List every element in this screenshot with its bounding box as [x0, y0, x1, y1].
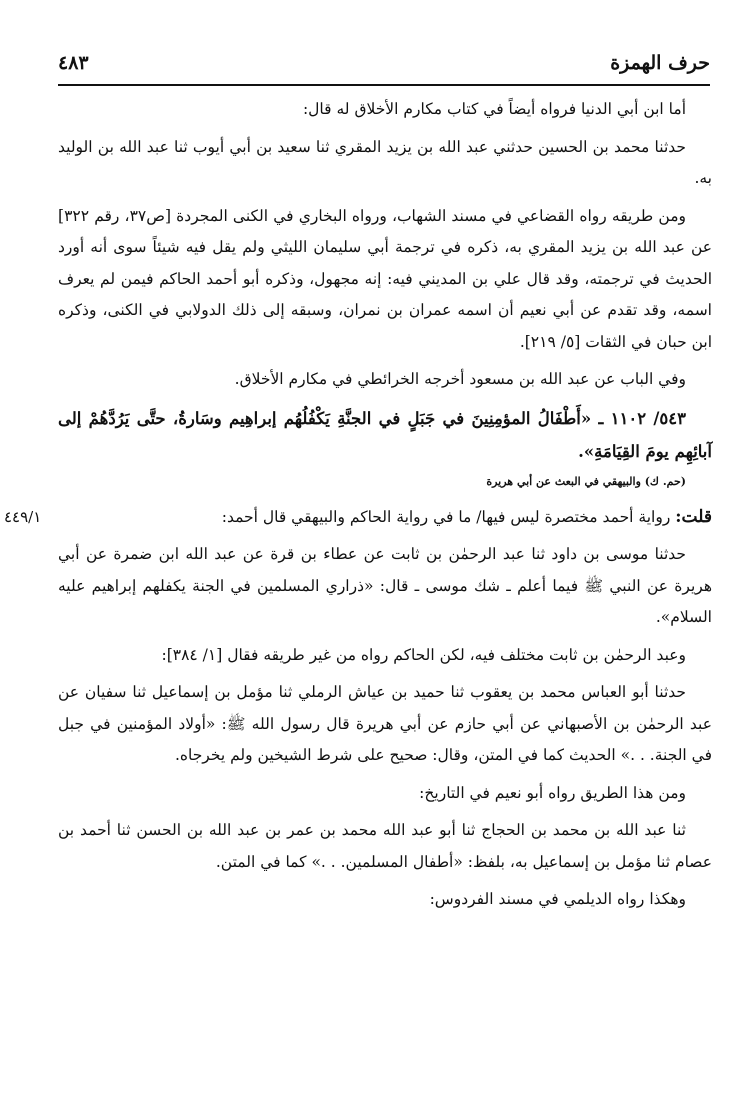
- paragraph: ومن هذا الطريق رواه أبو نعيم في التاريخ:: [419, 783, 686, 802]
- hadith-source: (حم. ك) والبيهقي في البعث عن أبي هريرة: [486, 474, 686, 488]
- qultu-label: قلت:: [675, 506, 712, 527]
- qultu-paragraph: [4, 502, 712, 534]
- page-number: ٤٨٣: [58, 52, 89, 74]
- paragraph: حدثنا محمد بن الحسين حدثني عبد الله بن يزيد المقري ثنا سعيد بن أبي أيوب ثنا عبد الله بن الوليد به.: [58, 137, 712, 187]
- paragraph: ومن طريقه رواه القضاعي في مسند الشهاب، ورواه البخاري في الكنى المجردة [ص٣٧، رقم ٣٢٢] عن عبد الله بن يزيد المقري به، ذكره في ترجمة أبي سليمان الليثي ولم يقل فيه شيئاً سوى أنه أورد الحديث في ترجمته، وقد قال علي بن المديني فيه: إنه مجهول، وذكره أبو أحمد الحاكم فيمن لم يعرف اسمه، وقد تقدم عن أبي نعيم أن اسمه عمران بن نمران، وسبقه إلى ذلك الدولابي في الكنى، وذكره ابن حبان في الثقات [٥/ ٢١٩].: [58, 206, 712, 351]
- hadith-number: ٥٤٣/ ١١٠٢ ـ: [598, 408, 686, 428]
- running-title: حرف الهمزة: [610, 52, 710, 74]
- hadith-entry: [58, 402, 712, 468]
- paragraph: وهكذا رواه الديلمي في مسند الفردوس:: [429, 890, 686, 908]
- margin-reference: ٤٤٩/١: [4, 507, 42, 526]
- page-header: [58, 50, 710, 86]
- qultu-text: رواية أحمد مختصرة ليس فيها/ ما في رواية الحاكم والبيهقي قال أحمد:: [221, 507, 671, 526]
- paragraph: حدثنا موسى بن داود ثنا عبد الرحمٰن بن ثابت عن عطاء بن قرة عن عبد الله ابن ضمرة عن أبي هريرة عن النبي ﷺ فيما أعلم ـ شك موسى ـ قال: «ذراري المسلمين في الجنة يكفلهم إبراهيم عليه السلام».: [58, 545, 712, 626]
- hadith-text: «أَطْفَالُ المؤمِنِينَ في جَبَلٍ في الجنَّةِ يَكْفُلُهُم إبراهِيم وسَارةُ، حتَّى يَرُدَّهُمْ إلى آبائِهِم يومَ القِيَامَةِ».: [58, 408, 712, 461]
- paragraph: أما ابن أبي الدنيا فرواه أيضاً في كتاب مكارم الأخلاق له قال:: [302, 100, 686, 118]
- paragraph: ثنا عبد الله بن محمد بن الحجاج ثنا أبو عبد الله محمد بن عمر بن عبد الله بن الحسن ثنا أحمد بن عصام ثنا مؤمل بن إسماعيل به، بلفظ: «أطفال المسلمين. . .» كما في المتن.: [58, 821, 712, 871]
- page-body: [4, 94, 712, 922]
- paragraph: حدثنا أبو العباس محمد بن يعقوب ثنا حميد بن عياش الرملي ثنا مؤمل بن إسماعيل ثنا سفيان عن عبد الرحمٰن بن الأصبهاني عن أبي حازم عن أبي هريرة قال رسول الله ﷺ: «أولاد المؤمنين في جبل في الجنة. . .» الحديث كما في المتن، وقال: صحيح على شرط الشيخين ولم يخرجاه.: [58, 683, 712, 764]
- paragraph: وعبد الرحمٰن بن ثابت مختلف فيه، لكن الحاكم رواه من غير طريقه فقال [١/ ٣٨٤]:: [161, 645, 686, 664]
- paragraph: وفي الباب عن عبد الله بن مسعود أخرجه الخرائطي في مكارم الأخلاق.: [234, 370, 686, 388]
